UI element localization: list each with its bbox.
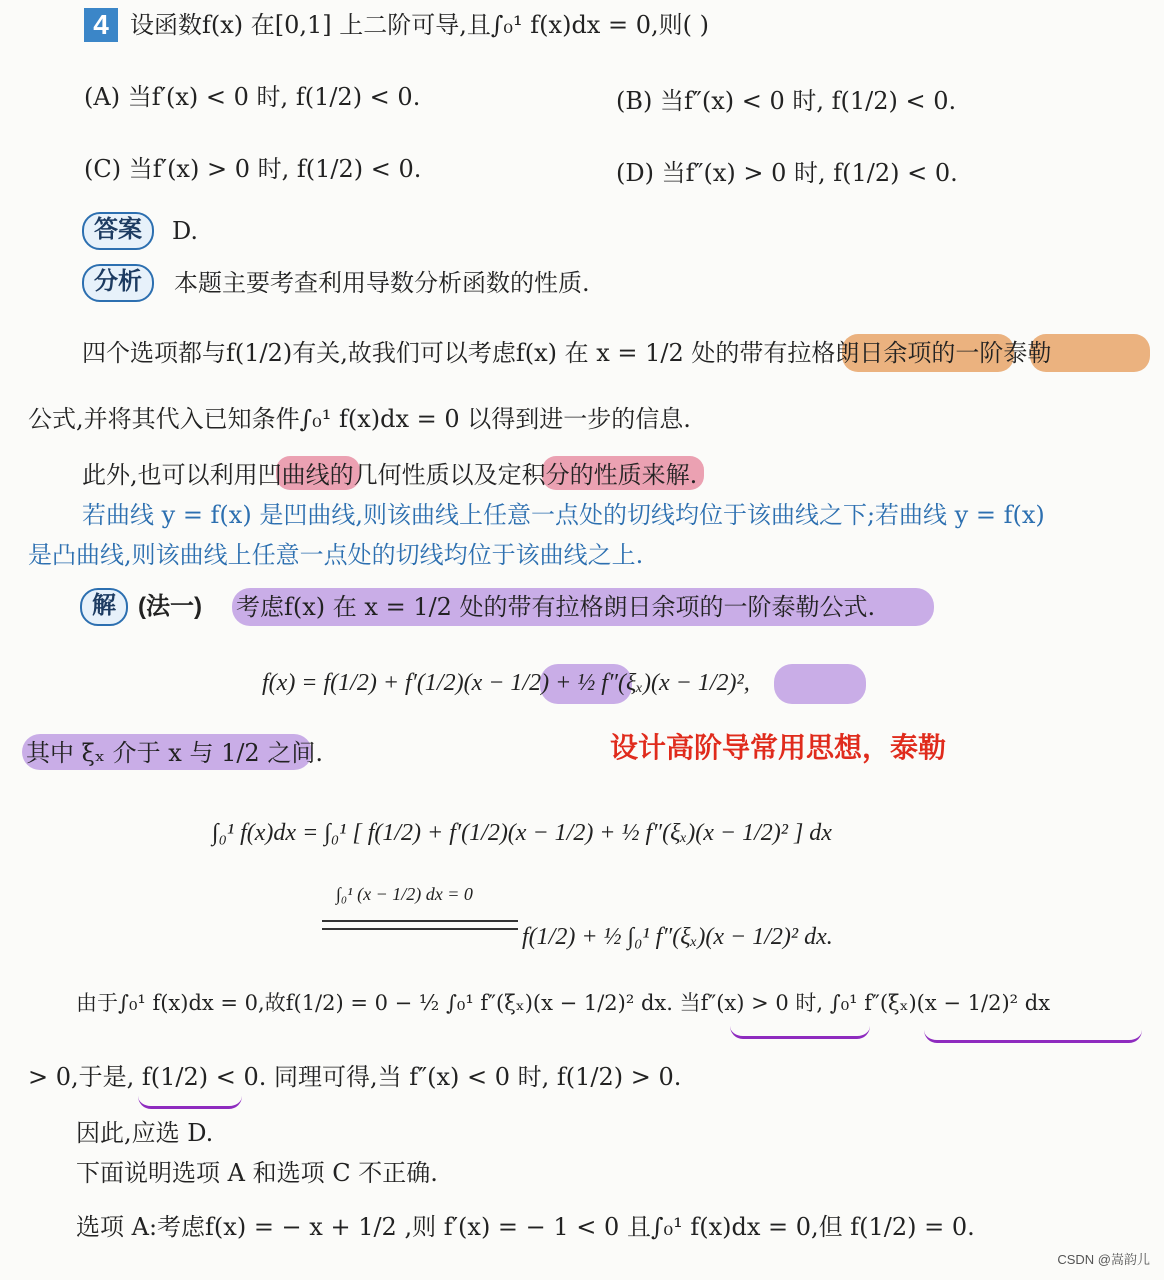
- solution-intro: 考虑f(x) 在 x = 1/2 处的带有拉格朗日余项的一阶泰勒公式.: [236, 593, 876, 621]
- option-label: (B): [616, 87, 653, 115]
- analysis-text: 本题主要考查利用导数分析函数的性质.: [174, 269, 590, 297]
- analysis-badge: 分析: [82, 264, 154, 302]
- integral-result: f(1/2) + ½ ∫₀¹ f″(ξₓ)(x − 1/2)² dx.: [522, 924, 833, 950]
- underline-purple-2: [924, 1030, 1142, 1043]
- integral-expansion: ∫₀¹ f(x)dx = ∫₀¹ [ f(1/2) + f′(1/2)(x − 1/2) + ½ f″(ξₓ)(x − 1/2)² ] dx: [212, 820, 832, 846]
- analysis-para1-line1: [82, 338, 1051, 368]
- option-d: [616, 158, 958, 188]
- taylor-formula: f(x) = f(1/2) + f′(1/2)(x − 1/2) + ½ f″(ξₓ)(x − 1/2)²,: [262, 670, 750, 696]
- option-text: 当f′(x) > 0 时, f(1/2) < 0.: [128, 155, 422, 183]
- solution-badge: 解: [80, 588, 128, 626]
- analysis-para1-line2: 公式,并将其代入已知条件∫₀¹ f(x)dx = 0 以得到进一步的信息.: [28, 405, 691, 433]
- highlight-purple-term2: [774, 664, 866, 704]
- xi-range: 其中 ξₓ 介于 x 与 1/2 之间.: [26, 739, 323, 767]
- highlighted-term: 凹曲线: [257, 461, 330, 489]
- option-label: (D): [616, 159, 654, 187]
- question-stem: 设函数f(x) 在[0,1] 上二阶可导,且∫₀¹ f(x)dx = 0,则( ): [130, 11, 709, 39]
- underline-purple-3: [138, 1096, 242, 1109]
- highlighted-term: 定积分的性质: [497, 461, 642, 489]
- note-line-1: 若曲线 y = f(x) 是凹曲线,则该曲线上任意一点处的切线均位于该曲线之下;若曲线 y = f(x): [82, 501, 1045, 529]
- option-text: 当f″(x) < 0 时, f(1/2) < 0.: [660, 87, 957, 115]
- highlighted-term: 一阶泰勒: [955, 339, 1052, 367]
- option-label: (A): [84, 83, 121, 111]
- answer-text: D.: [172, 217, 199, 245]
- para-text: 来解.: [641, 461, 698, 489]
- underline-purple-1: [730, 1026, 870, 1039]
- option-a: [84, 82, 420, 112]
- explanation: 下面说明选项 A 和选项 C 不正确.: [76, 1159, 438, 1187]
- double-line-top: [322, 920, 518, 922]
- question-number-badge: 4: [84, 8, 118, 42]
- deduction-line-1: 由于∫₀¹ f(x)dx = 0,故f(1/2) = 0 − ½ ∫₀¹ f″(ξₓ)(x − 1/2)² dx. 当f″(x) > 0 时, ∫₀¹ f″(ξₓ)(x − 1/2)² dx: [76, 991, 1051, 1015]
- note-line-2: 是凸曲线,则该曲线上任意一点处的切线均位于该曲线之上.: [28, 541, 644, 569]
- option-c: [84, 154, 421, 184]
- para-text: 的几何性质以及: [329, 461, 498, 489]
- option-label: (C): [84, 155, 122, 183]
- equals-condition: ∫₀¹ (x − 1/2) dx = 0: [336, 884, 473, 904]
- highlighted-term: 拉格朗日余项: [787, 339, 932, 367]
- analysis-para2: [82, 460, 697, 490]
- conclusion: 因此,应选 D.: [76, 1119, 214, 1147]
- para-text: 四个选项都与f(1/2)有关,故我们可以考虑f(x) 在 x = 1/2 处的带有: [82, 339, 788, 367]
- double-line-bottom: [322, 928, 518, 930]
- option-text: 当f″(x) > 0 时, f(1/2) < 0.: [661, 159, 958, 187]
- deduction-line-2: > 0,于是, f(1/2) < 0. 同理可得,当 f″(x) < 0 时, f(1/2) > 0.: [28, 1063, 682, 1091]
- csdn-watermark: CSDN @嵩韵儿: [1057, 1252, 1150, 1267]
- option-text: 当f′(x) < 0 时, f(1/2) < 0.: [127, 83, 421, 111]
- option-a-counterexample: 选项 A:考虑f(x) = − x + 1/2 ,则 f′(x) = − 1 < 0 且∫₀¹ f(x)dx = 0,但 f(1/2) = 0.: [76, 1213, 975, 1241]
- red-annotation: 设计高阶导常用思想，泰勒: [610, 731, 947, 764]
- para-text: 的: [931, 339, 956, 367]
- solution-method: (法一): [138, 593, 202, 620]
- option-b: [616, 86, 956, 116]
- answer-badge: 答案: [82, 212, 154, 250]
- para-text: 此外,也可以利用: [82, 461, 258, 489]
